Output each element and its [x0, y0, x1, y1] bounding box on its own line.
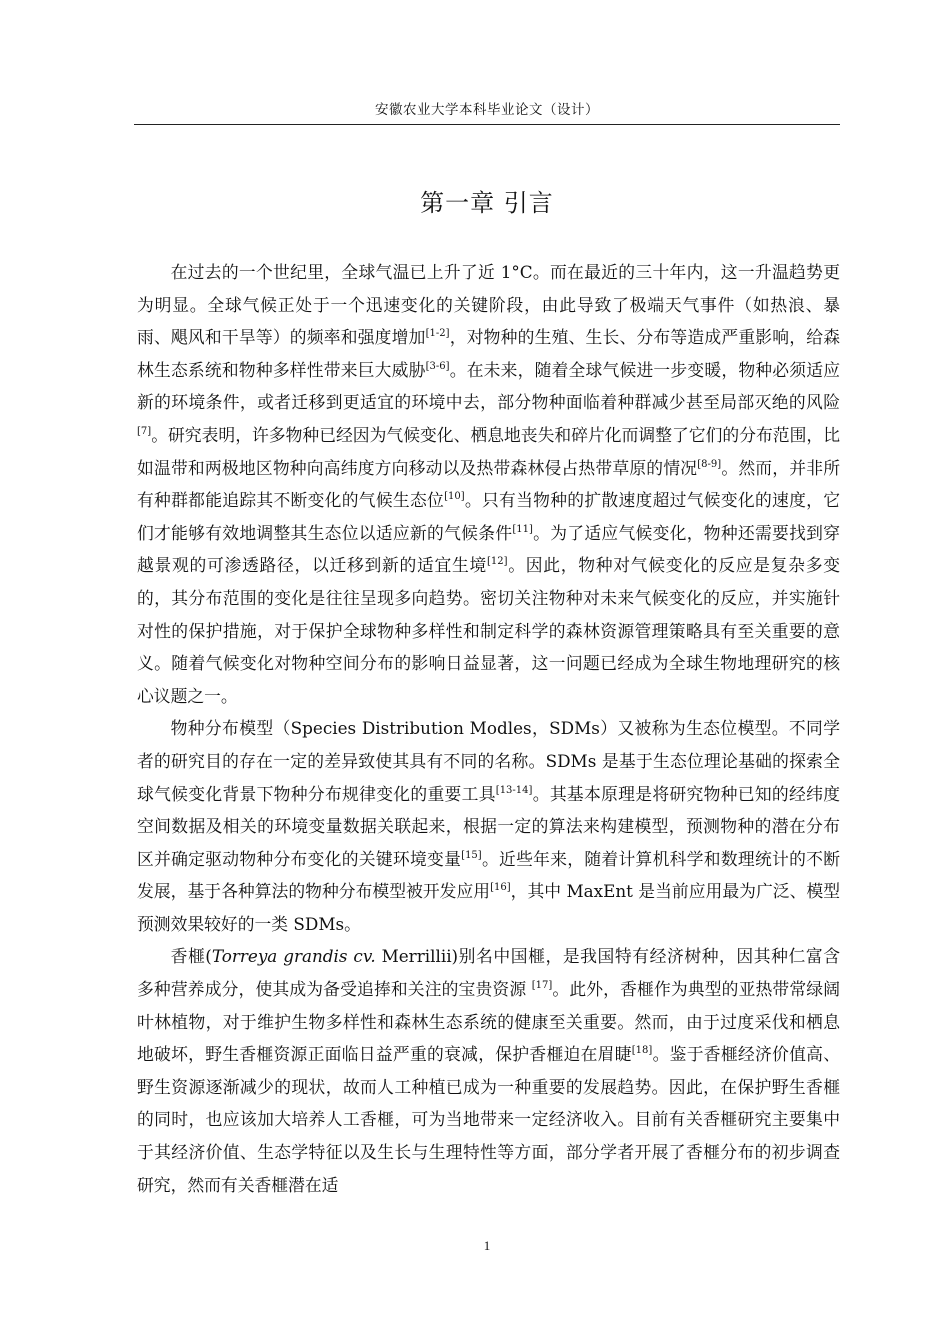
text-run: 。鉴于香榧经济价值高、野生资源逐渐减少的现状，故而人工种植已成为一种重要的发展趋势。因此，在保护野生香榧的同时，也应该加大培养人工香榧，可为当地带来一定经济收入。目前有关香榧研究主要集中于其经济价值、生态学特征以及生长与生理特性等方面，部分学者开展了香榧分布的初步调查研究，然而有关香榧潜在适 — [137, 1044, 840, 1195]
paragraph-3 — [137, 940, 840, 1201]
species-name: Torreya grandis cv. — [211, 946, 376, 967]
citation: [18] — [631, 1045, 653, 1057]
citation: [11] — [512, 523, 533, 535]
citation: [7] — [137, 425, 152, 437]
text-run: 。近些年来，随着计算机科学和数理统计的不断发展，基于各种算法的物种分布模型被开发应用 — [137, 848, 840, 902]
text-run: 。其基本原理是将研究物种已知的经纬度空间数据及相关的环境变量数据关联起来，根据一定的算法来构建模型，预测物种的潜在分布区并确定驱动物种分布变化的关键环境变量 — [137, 783, 840, 869]
text-run: 。此外，香榧作为典型的亚热带常绿阔叶林植物，对于维护生物多样性和森林生态系统的健康至关重要。然而，由于过度采伐和栖息地破坏，野生香榧资源正面临日益严重的衰减，保护香榧迫在眉睫 — [137, 979, 840, 1065]
header-divider — [134, 124, 840, 125]
text-run: 。为了适应气候变化，物种还需要找到穿越景观的可渗透路径，以迁移到新的适宜生境 — [137, 522, 840, 576]
text-run: 。因此，物种对气候变化的反应是复杂多变的，其分布范围的变化是往往呈现多向趋势。密切关注物种对未来气候变化的反应，并实施针对性的保护措施，对于保护全球物种多样性和制定科学的森林资源管理策略具有至关重要的意义。随着气候变化对物种空间分布的影响日益显著，这一问题已经成为全球生物地理研究的核心议题之一。 — [137, 555, 840, 706]
text-run: Merrillii)别名中国榧，是我国特有经济树种，因其种仁富含多种营养成分，使其成为备受追捧和关注的宝贵资源 — [137, 946, 840, 1000]
text-run: 在过去的一个世纪里，全球气温已上升了近 1°C。而在最近的三十年内，这一升温趋势更为明显。全球气候正处于一个迅速变化的关键阶段，由此导致了极端天气事件（如热浪、暴雨、飓风和干旱等）的频率和强度增加 — [137, 262, 840, 348]
text-run: 。在未来，随着全球气候进一步变暖，物种必须适应新的环境条件，或者迁移到更适宜的环境中去，部分物种面临着种群减少甚至局部灭绝的风险 — [137, 359, 840, 413]
citation: [3-6] — [425, 360, 450, 372]
running-header: 安徽农业大学本科毕业论文（设计） — [375, 102, 599, 118]
text-run: 。只有当物种的扩散速度超过气候变化的速度，它们才能够有效地调整其生态位以适应新的气候条件 — [137, 490, 840, 543]
text-run: ，对物种的生殖、生长、分布等造成严重影响，给森林生态系统和物种多样性带来巨大威胁 — [137, 327, 840, 380]
page-number: 1 — [483, 1238, 491, 1253]
body-text — [137, 256, 840, 1201]
text-run: 物种分布模型（Species Distribution Modles，SDMs）又被称为生态位模型。不同学者的研究目的存在一定的差异致使其具有不同的名称。SDMs 是基于生态位理论基础的探索全球气候变化背景下物种分布规律变化的重要工具 — [137, 718, 840, 804]
citation: [13-14] — [495, 784, 533, 796]
paragraph-2 — [137, 712, 840, 940]
text-run: ，其中 MaxEnt 是当前应用最为广泛、模型预测效果较好的一类 SDMs。 — [137, 881, 840, 934]
paragraph-1 — [137, 256, 840, 712]
citation: [17] — [531, 980, 553, 992]
citation: [1-2] — [425, 328, 450, 340]
citation: [15] — [461, 849, 482, 861]
citation: [12] — [486, 556, 508, 568]
text-run: 。然而，并非所有种群都能追踪其不断变化的气候生态位 — [137, 457, 840, 511]
chapter-title: 第一章 引言 — [420, 189, 554, 217]
citation: [10] — [444, 491, 465, 503]
text-run: 。研究表明，许多物种已经因为气候变化、栖息地丧失和碎片化而调整了它们的分布范围，比如温带和两极地区物种向高纬度方向移动以及热带森林侵占热带草原的情况 — [137, 424, 840, 478]
citation: [16] — [490, 882, 511, 894]
citation: [8-9] — [697, 458, 722, 470]
text-run: 香榧( — [170, 946, 212, 967]
